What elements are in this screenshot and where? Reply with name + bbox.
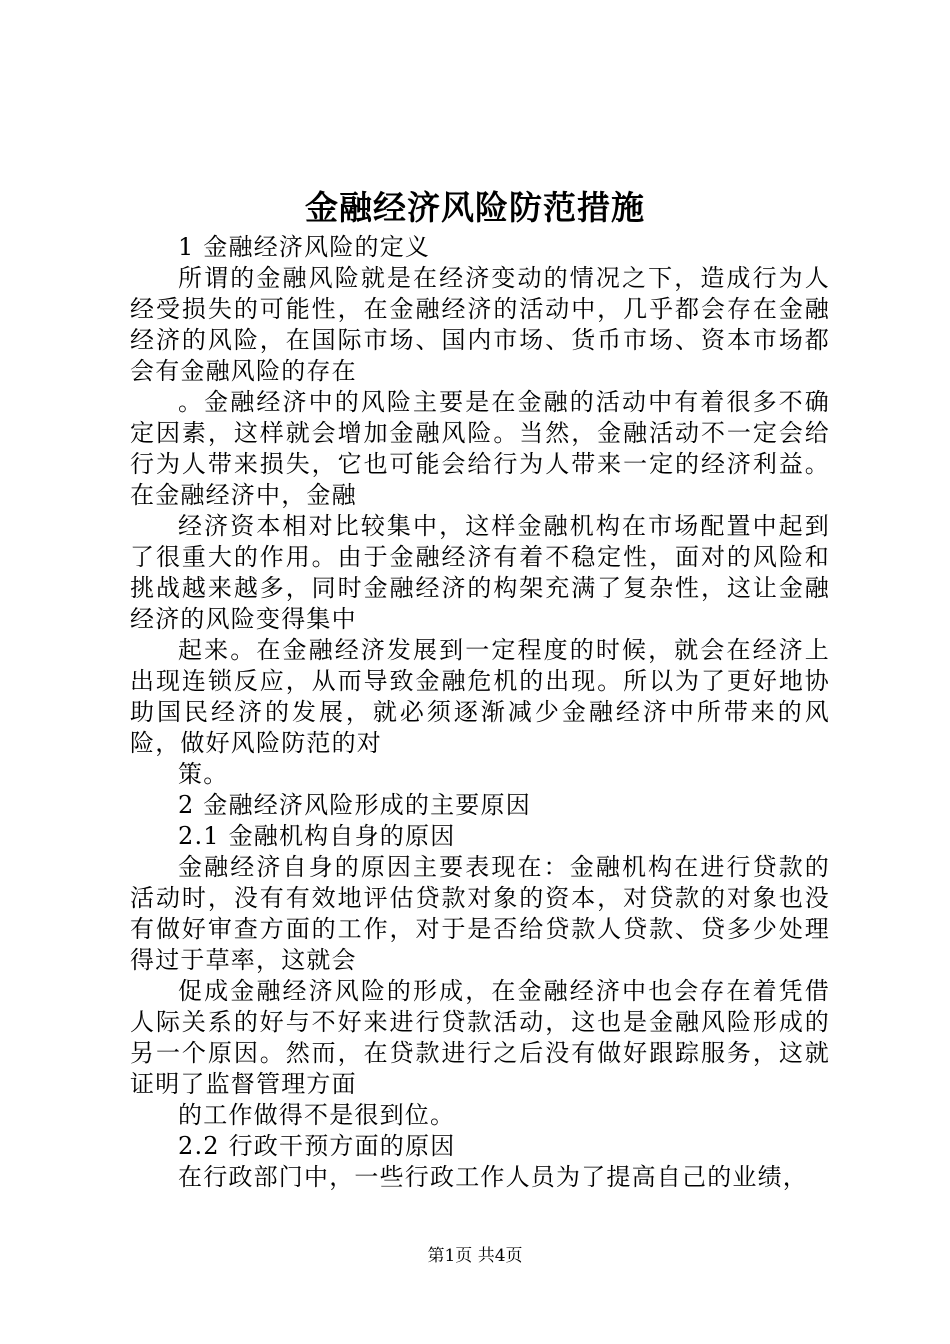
document-body: [130, 232, 830, 1193]
page-footer: 第1页 共4页: [427, 1246, 523, 1266]
document-title: 金融经济风险防范措施: [305, 188, 645, 227]
subsection-heading: 2.1 金融机构自身的原因: [178, 822, 456, 850]
paragraph: 起来。在金融经济发展到一定程度的时候，就会在经济上出现连锁反应，从而导致金融危机的出现。所以为了更好地协助国民经济的发展，就必须逐渐减少金融经济中所带来的风险，做好风险防范的对: [130, 636, 830, 757]
paragraph: 在行政部门中，一些行政工作人员为了提高自己的业绩，: [178, 1163, 808, 1191]
section-heading: 1 金融经济风险的定义: [178, 233, 431, 261]
paragraph: 所谓的金融风险就是在经济变动的情况之下，造成行为人经受损失的可能性，在金融经济的活动中，几乎都会存在金融经济的风险，在国际市场、国内市场、货币市场、资本市场都会有金融风险的存在: [130, 264, 830, 385]
paragraph: 策。: [178, 760, 229, 788]
subsection-heading: 2.2 行政干预方面的原因: [178, 1132, 456, 1160]
paragraph: 经济资本相对比较集中，这样金融机构在市场配置中起到了很重大的作用。由于金融经济有着不稳定性，面对的风险和挑战越来越多，同时金融经济的构架充满了复杂性，这让金融经济的风险变得集中: [130, 512, 830, 633]
paragraph: 金融经济自身的原因主要表现在：金融机构在进行贷款的活动时，没有有效地评估贷款对象的资本，对贷款的对象也没有做好审查方面的工作，对于是否给贷款人贷款、贷多少处理得过于草率，这就会: [130, 853, 830, 974]
paragraph: 促成金融经济风险的形成，在金融经济中也会存在着凭借人际关系的好与不好来进行贷款活动，这也是金融风险形成的另一个原因。然而，在贷款进行之后没有做好跟踪服务，这就证明了监督管理方面: [130, 977, 830, 1098]
section-heading: 2 金融经济风险形成的主要原因: [178, 791, 531, 819]
paragraph: 的工作做得不是很到位。: [178, 1101, 456, 1129]
paragraph: 。金融经济中的风险主要是在金融的活动中有着很多不确定因素，这样就会增加金融风险。当然，金融活动不一定会给行为人带来损失，它也可能会给行为人带来一定的经济利益。在金融经济中，金融: [130, 388, 830, 509]
